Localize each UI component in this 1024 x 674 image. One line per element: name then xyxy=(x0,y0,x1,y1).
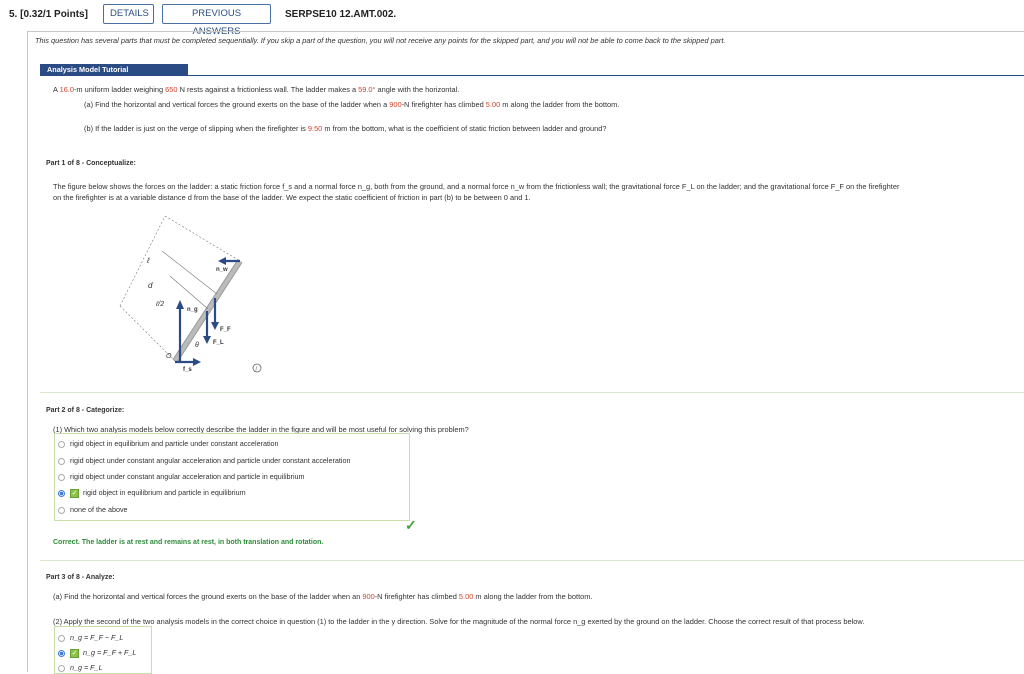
label-ff: F_F xyxy=(220,327,231,333)
radio-button-selected[interactable] xyxy=(58,650,65,657)
label-l: ℓ xyxy=(147,256,150,265)
radio-button[interactable] xyxy=(58,635,65,642)
part3-question-a: (a) Find the horizontal and vertical forces the ground exerts on the base of the ladder when an 900-N firefighter has climbed 5.00 m along the ladder from the bottom. xyxy=(53,592,593,601)
tutorial-rule xyxy=(188,75,1024,76)
ladder-force-diagram xyxy=(100,216,280,381)
part1-text-line1: The figure below shows the forces on the ladder: a static friction force f_s and a normal force n_g, both from the ground, and a normal force n_w from the frictionless wall; the gravitational force F_L on the ladder; and the gravitational force F_F on the firefighter xyxy=(53,182,900,191)
part1-text-line2: on the firefighter is at a variable distance d from the base of the ladder. We expect the static coefficient of friction in part (b) to be between 0 and 1. xyxy=(53,193,531,202)
part3-question-2: (2) Apply the second of the two analysis models in the correct choice in question (1) to the ladder in the y direction. Solve for the magnitude of the normal force n_g exerted by the ground on the ladder. Choose the correct result of that process below. xyxy=(53,617,865,626)
info-icon-glyph: i xyxy=(255,366,257,373)
radio-button[interactable] xyxy=(58,665,65,672)
correct-checkmark-icon: ✓ xyxy=(405,517,417,533)
part2-feedback: Correct. The ladder is at rest and remains at rest, in both translation and rotation. xyxy=(53,539,324,546)
part2-option-1[interactable]: rigid object under constant angular acceleration and particle under constant acceleration xyxy=(58,455,351,467)
tutorial-title: Analysis Model Tutorial xyxy=(40,64,188,76)
part2-option-2[interactable]: rigid object under constant angular acceleration and particle in equilibrium xyxy=(58,471,305,483)
part2-option-4[interactable]: none of the above xyxy=(58,504,128,516)
label-fs: f_s xyxy=(183,367,192,373)
header-divider xyxy=(27,31,1024,32)
part1-title: Part 1 of 8 - Conceptualize: xyxy=(46,160,136,167)
info-icon[interactable] xyxy=(253,364,261,372)
problem-statement: A 16.0-m uniform ladder weighing 650 N rests against a frictionless wall. The ladder makes a 59.0° angle with the horizontal. xyxy=(53,85,460,94)
radio-button[interactable] xyxy=(58,474,65,481)
part2-question: (1) Which two analysis models below correctly describe the ladder in the figure and will be most useful for solving this problem? xyxy=(53,425,469,434)
correct-check-icon: ✓ xyxy=(71,649,78,657)
radio-button[interactable] xyxy=(58,507,65,514)
left-border xyxy=(27,31,28,672)
label-fl: F_L xyxy=(213,340,224,346)
part2-option-3[interactable]: ✓ rigid object in equilibrium and particle in equilibrium xyxy=(58,487,246,499)
label-d: d xyxy=(148,281,153,290)
question-b: (b) If the ladder is just on the verge of slipping when the firefighter is 9.50 m from the bottom, what is the coefficient of static friction between ladder and ground? xyxy=(84,124,607,133)
part2-option-0[interactable]: rigid object in equilibrium and particle under constant acceleration xyxy=(58,438,279,450)
radio-button[interactable] xyxy=(58,458,65,465)
label-theta: θ xyxy=(195,342,199,349)
label-ng: n_g xyxy=(187,307,198,313)
part2-title: Part 2 of 8 - Categorize: xyxy=(46,407,125,414)
details-button[interactable]: DETAILS xyxy=(103,4,154,24)
previous-answers-button[interactable]: PREVIOUS xyxy=(162,4,271,24)
part3-option-0[interactable]: n_g = F_F − F_L xyxy=(58,632,123,644)
part-separator-2 xyxy=(40,560,1024,561)
radio-button-selected[interactable] xyxy=(58,490,65,497)
radio-button[interactable] xyxy=(58,441,65,448)
correct-check-icon: ✓ xyxy=(71,489,78,497)
part3-option-2[interactable]: n_g = F_L xyxy=(58,662,103,674)
part3-option-1[interactable]: ✓ n_g = F_F + F_L xyxy=(58,647,136,659)
part-separator-1 xyxy=(40,392,1024,393)
label-half: ℓ/2 xyxy=(156,301,165,308)
label-nw: n_w xyxy=(216,267,228,273)
question-a: (a) Find the horizontal and vertical forces the ground exerts on the base of the ladder when a 900-N firefighter has climbed 5.00 m along the ladder from the bottom. xyxy=(84,100,620,109)
sequential-warning: This question has several parts that must be completed sequentially. If you skip a part of the question, you will not receive any points for the skipped part, and you will not be able to come back to the skipped part. xyxy=(35,36,726,45)
tutorial-banner xyxy=(40,64,1024,76)
question-header xyxy=(0,0,1024,30)
question-id: SERPSE10 12.AMT.002. xyxy=(285,9,397,20)
label-o: O xyxy=(166,353,172,360)
question-number: 5. [0.32/1 Points] xyxy=(9,9,88,20)
part3-title: Part 3 of 8 - Analyze: xyxy=(46,574,115,581)
